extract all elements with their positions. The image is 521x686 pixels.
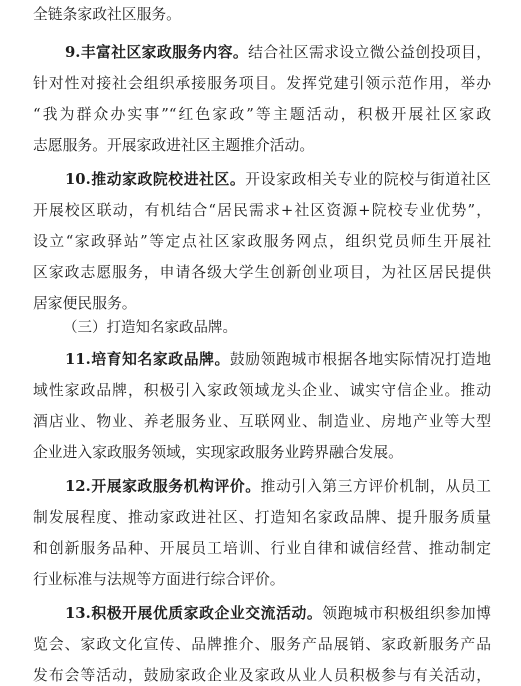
text-line (33, 666, 491, 686)
line-text: 酒店业、物业、养老服务业、互联网业、制造业、房地产业等大型 (33, 413, 491, 430)
line-text: 制发展程度、推动家政进社区、打造知名家政品牌、提升服务质量 (33, 509, 491, 526)
item-title: 12.开展家政服务机构评价。 (65, 478, 261, 495)
line-text: 志愿服务。开展家政进社区主题推介活动。 (33, 137, 315, 154)
text-line (33, 263, 491, 283)
text-line (33, 232, 491, 252)
text-line (33, 443, 491, 463)
line-text: “我为群众办实事”“红色家政”等主题活动，积极开展社区家政 (33, 106, 491, 123)
item-heading-line (33, 604, 491, 624)
item-heading-line (33, 350, 491, 370)
item-heading-line (33, 43, 491, 63)
text-line (33, 201, 491, 221)
text-line (33, 412, 491, 432)
item-title: 11.培育知名家政品牌。 (65, 351, 230, 368)
text-line (33, 570, 491, 590)
line-text: 和创新服务品种、开展员工培训、行业自律和诚信经营、推动制定 (33, 540, 491, 557)
line-text: 开展校区联动，有机结合“居民需求+社区资源+院校专业优势”， (33, 202, 491, 219)
line-text: 居家便民服务。 (33, 295, 137, 312)
line-text: 览会、家政文化宣传、品牌推介、服务产品展销、家政新服务产品 (33, 636, 491, 653)
text-line (33, 74, 491, 94)
item-title: 9.丰富社区家政服务内容。 (65, 44, 249, 61)
line-text: 针对性对接社会组织承接服务项目。发挥党建引领示范作用，举办 (33, 75, 491, 92)
line-text: 结合社区需求设立微公益创投项目， (248, 44, 491, 61)
text-line (33, 5, 491, 25)
item-heading-line (33, 170, 491, 190)
text-line (33, 635, 491, 655)
section-heading (33, 318, 491, 338)
text-line (33, 539, 491, 559)
text-line (33, 508, 491, 528)
line-text: 行业标准与法规等方面进行综合评价。 (33, 571, 285, 588)
section-title: （三）打造知名家政品牌。 (63, 320, 237, 336)
line-text: 企业进入家政服务领域，实现家政服务业跨界融合发展。 (33, 444, 403, 461)
text-line (33, 105, 491, 125)
line-text: 鼓励领跑城市根据各地实际情况打造地 (229, 351, 491, 368)
line-text: 区家政志愿服务，申请各级大学生创新创业项目，为社区居民提供 (33, 264, 491, 281)
line-text: 开设家政相关专业的院校与街道社区 (245, 171, 491, 188)
item-title: 10.推动家政院校进社区。 (65, 171, 246, 188)
text-line (33, 294, 491, 314)
item-title: 13.积极开展优质家政企业交流活动。 (65, 605, 323, 622)
line-text: 推动引入第三方评价机制，从员工 (260, 478, 491, 495)
item-heading-line (33, 477, 491, 497)
line-text: 全链条家政社区服务。 (33, 6, 181, 23)
line-text: 设立“家政驿站”等定点社区家政服务网点，组织党员师生开展社 (33, 233, 491, 250)
line-text: 域性家政品牌，积极引入家政领域龙头企业、诚实守信企业。推动 (33, 382, 491, 399)
line-text: 领跑城市积极组织参加博 (322, 605, 491, 622)
text-line (33, 381, 491, 401)
text-line (33, 136, 491, 156)
line-text: 发布会等活动，鼓励家政企业及家政从业人员积极参与有关活动， (33, 667, 491, 684)
